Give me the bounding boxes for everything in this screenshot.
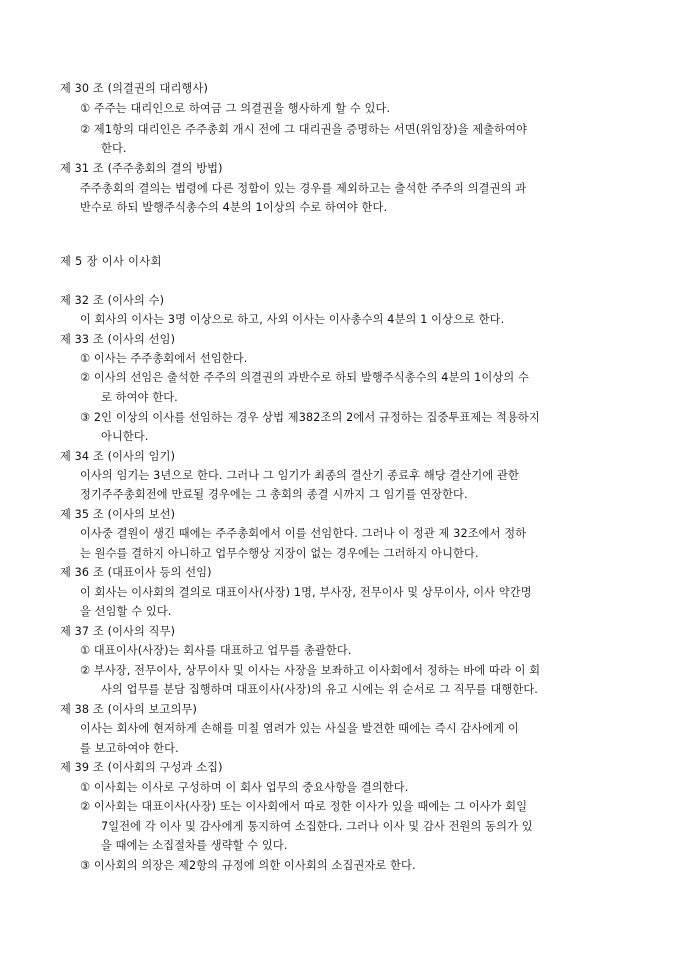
clause-text: ② 이사의 선임은 출석한 주주의 의결권의 과반수로 하되 발행주식총수의 4분의 1이상의 수 [80, 371, 529, 384]
clause-text: 로 하여야 한다. [101, 391, 178, 404]
clause-text: 이 회사의 이사는 3명 이상으로 하고, 사외 이사는 이사총수의 4분의 1 이상으로 한다. [80, 313, 505, 326]
clause-text: 를 보고하여야 한다. [80, 742, 179, 755]
article-heading: 제 31 조 (주주총회의 결의 방법) [60, 162, 223, 175]
clause-text: 을 때에는 소집절차를 생략할 수 있다. [101, 839, 288, 852]
clause-text: ② 부사장, 전무이사, 상무이사 및 이사는 사장을 보좌하고 이사회에서 정하는 바에 따라 이 회 [80, 664, 541, 677]
article-heading: 제 33 조 (이사의 선임) [60, 333, 176, 346]
clause-text: ① 주주는 대리인으로 하여금 그 의결권을 행사하게 할 수 있다. [80, 102, 391, 115]
clause-text: ① 대표이사(사장)는 회사를 대표하고 업무를 총괄한다. [80, 644, 352, 657]
clause-text: 이사는 회사에 현저하게 손해를 미칠 염려가 있는 사실을 발견한 때에는 즉시 감사에게 이 [80, 722, 519, 735]
clause-text: ② 제1항의 대리인은 주주총회 개시 전에 그 대리권을 증명하는 서면(위임장)을 제출하여야 [80, 123, 528, 136]
clause-text: 한다. [101, 142, 127, 155]
article-heading: 제 38 조 (이사의 보고의무) [60, 703, 198, 716]
clause-text: ① 이사는 주주총회에서 선임한다. [80, 352, 248, 365]
article-heading: 제 34 조 (이사의 임기) [60, 450, 176, 463]
clause-text: ② 이사회는 대표이사(사장) 또는 이사회에서 따로 정한 이사가 있을 때에는 그 이사가 회일 [80, 800, 528, 813]
article-heading: 제 30 조 (의결권의 대리행사) [60, 82, 208, 95]
clause-text: 정기주주총회전에 만료될 경우에는 그 총회의 종결 시까지 그 임기를 연장한다. [80, 488, 468, 501]
clause-text: 사의 업무를 분담 집행하며 대표이사(사장)의 유고 시에는 위 순서로 그 직무를 대행한다. [101, 683, 539, 696]
clause-text: 는 원수를 결하지 아니하고 업무수행상 지장이 없는 경우에는 그러하지 아니한다. [80, 547, 479, 560]
article-heading: 제 39 조 (이사회의 구성과 소집) [60, 761, 223, 774]
clause-text: 주주총회의 결의는 법령에 다른 정함이 있는 경우를 제외하고는 출석한 주주의 의결권의 과 [80, 182, 527, 195]
clause-text: ① 이사회는 이사로 구성하며 이 회사 업무의 중요사항을 결의한다. [80, 781, 409, 794]
article-heading: 제 37 조 (이사의 직무) [60, 625, 176, 638]
clause-text: 이 회사는 이사회의 결의로 대표이사(사장) 1명, 부사장, 전무이사 및 상무이사, 이사 약간명 [80, 586, 532, 599]
clause-text: ③ 이사회의 의장은 제2항의 규정에 의한 이사회의 소집권자로 한다. [80, 859, 416, 872]
clause-text: 을 선임할 수 있다. [80, 605, 172, 618]
article-heading: 제 35 조 (이사의 보선) [60, 508, 176, 521]
clause-text: 7일전에 각 이사 및 감사에게 통지하여 소집한다. 그러나 이사 및 감사 전원의 동의가 있 [101, 820, 533, 833]
clause-text: 반수로 하되 발행주식총수의 4분의 1이상의 수로 하여야 한다. [80, 201, 388, 214]
chapter-heading: 제 5 장 이사 이사회 [60, 255, 162, 268]
clause-text: 이사의 임기는 3년으로 한다. 그러나 그 임기가 최종의 결산기 종료후 해당 결산기에 관한 [80, 469, 519, 482]
article-heading: 제 36 조 (대표이사 등의 선임) [60, 566, 212, 579]
article-heading: 제 32 조 (이사의 수) [60, 294, 165, 307]
clause-text: ③ 2인 이상의 이사를 선임하는 경우 상법 제382조의 2에서 규정하는 집중투표제는 적용하지 [80, 411, 540, 424]
clause-text: 아니한다. [101, 430, 149, 443]
clause-text: 이사중 결원이 생긴 때에는 주주총회에서 이를 선임한다. 그러나 이 정관 제 32조에서 정하 [80, 527, 527, 540]
